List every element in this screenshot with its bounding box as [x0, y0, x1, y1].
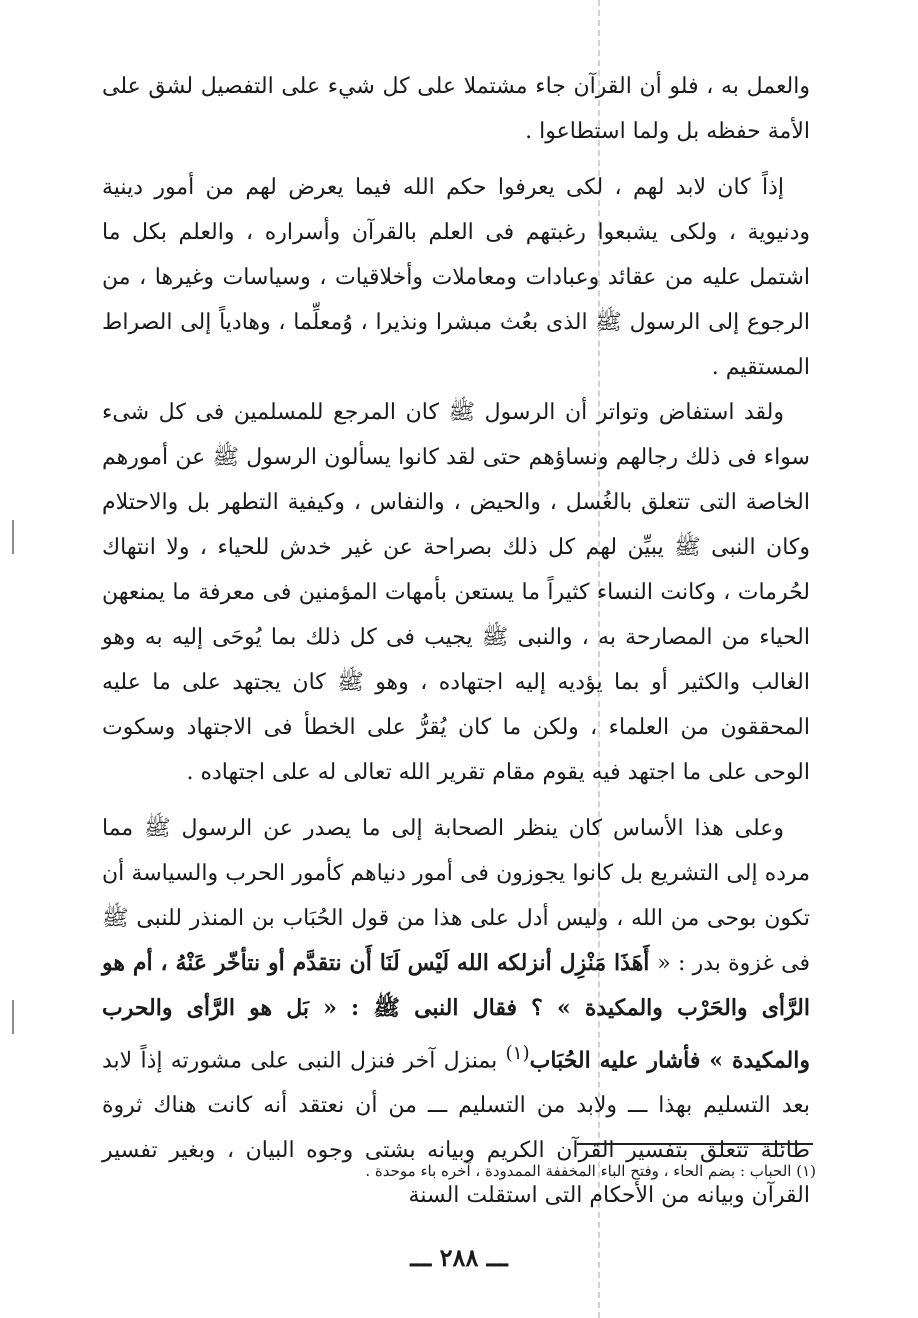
- paragraph-4-text-3: بمنزل آخر فنزل النبى على مشورته إذاً لابد بعد التسليم بهذا ـــ ولابد من التسليم ـــ من أن نعتقد أنه كانت هناك ثروة طائلة تتعلق بتفسير القرآن الكريم وبيانه بشتى وجوه البيان ، وبغير تفسير القرآن وبيانه من الأحكام التى استقلت السنة: [102, 1048, 810, 1209]
- page-number: ـــ ٢٨٨ ـــ: [410, 1243, 508, 1272]
- footnote-reference: (١): [505, 1043, 530, 1064]
- paragraph-3: ولقد استفاض وتواتر أن الرسول ﷺ كان المرجع للمسلمين فى كل شىء سواء فى ذلك رجالهم ونساؤهم حتى لقد كانوا يسألون الرسول ﷺ عن أمورهم الخاصة التى تتعلق بالغُسل ، والحيض ، والنفاس ، وكيفية التطهر بل والاحتلام وكان النبى ﷺ يبيِّن لهم كل ذلك بصراحة عن غير خدش للحياء ، ولا انتهاك لحُرمات ، وكانت النساء كثيراً ما يستعن بأمهات المؤمنين فى معرفة ما يمنعهن الحياء من المصارحة به ، والنبى ﷺ يجيب فى كل ذلك بما يُوحَى إليه به وهو الغالب والكثير أو بما يؤديه إليه اجتهاده ، وهو ﷺ كان يجتهد على ما عليه المحققون من العلماء ، ولكن ما كان يُقرُّ على الخطأ فى الاجتهاد وسكوت الوحى على ما اجتهد فيه يقوم مقام تقرير الله تعالى له على اجتهاده .: [102, 400, 810, 785]
- paragraph-4-text-1: وعلى هذا الأساس كان ينظر الصحابة إلى ما يصدر عن الرسول ﷺ مما مرده إلى التشريع بل كانوا يجوزون فى أمور دنياهم كأمور الحرب والسياسة أن تكون بوحى من الله ، وليس أدل على هذا من قول الحُبَاب بن المنذر للنبى ﷺ فى غزوة بدر : «: [102, 816, 810, 976]
- hadith-quote: أَهَذَا مَنْزِل أنزلكه الله لَيْس لَنَا أَن نتقدَّم أو نتأخّر عَنْهُ ، أم هو الرَّأى والحَرْب والمكيدة » ؟ فقال النبى ﷺ : « بَل هو الرَّأى والحرب والمكيدة »: [102, 950, 810, 1074]
- paragraph-1: والعمل به ، فلو أن القرآن جاء مشتملا على كل شيء على التفصيل لشق على الأمة حفظه بل ولما استطاعوا .: [102, 74, 810, 144]
- scan-edge-mark: [12, 520, 14, 554]
- footnote: (١) الحباب : بضم الحاء ، وفتح الباء المخففة الممدودة ، آخره باء موحدة .: [365, 1162, 816, 1180]
- paragraph-4: [102, 806, 810, 1218]
- body-text: [102, 64, 810, 1218]
- footnote-divider: [577, 1143, 813, 1145]
- paragraph-2: إذاً كان لابد لهم ، لكى يعرفوا حكم الله فيما يعرض لهم من أمور دينية ودنيوية ، ولكى يشبعوا رغبتهم فى العلم بالقرآن وأسراره ، والعلم بكل ما اشتمل عليه من عقائد وعبادات ومعاملات وأخلاقيات ، وسياسات وغيرها ، من الرجوع إلى الرسول ﷺ الذى بعُث مبشرا ونذيرا ، وُمعلِّما ، وهادياً إلى الصراط المستقيم .: [102, 175, 810, 380]
- scan-edge-mark: [12, 1000, 14, 1034]
- paragraph-4-text-2: فأشار عليه الحُبَاب: [529, 1047, 701, 1074]
